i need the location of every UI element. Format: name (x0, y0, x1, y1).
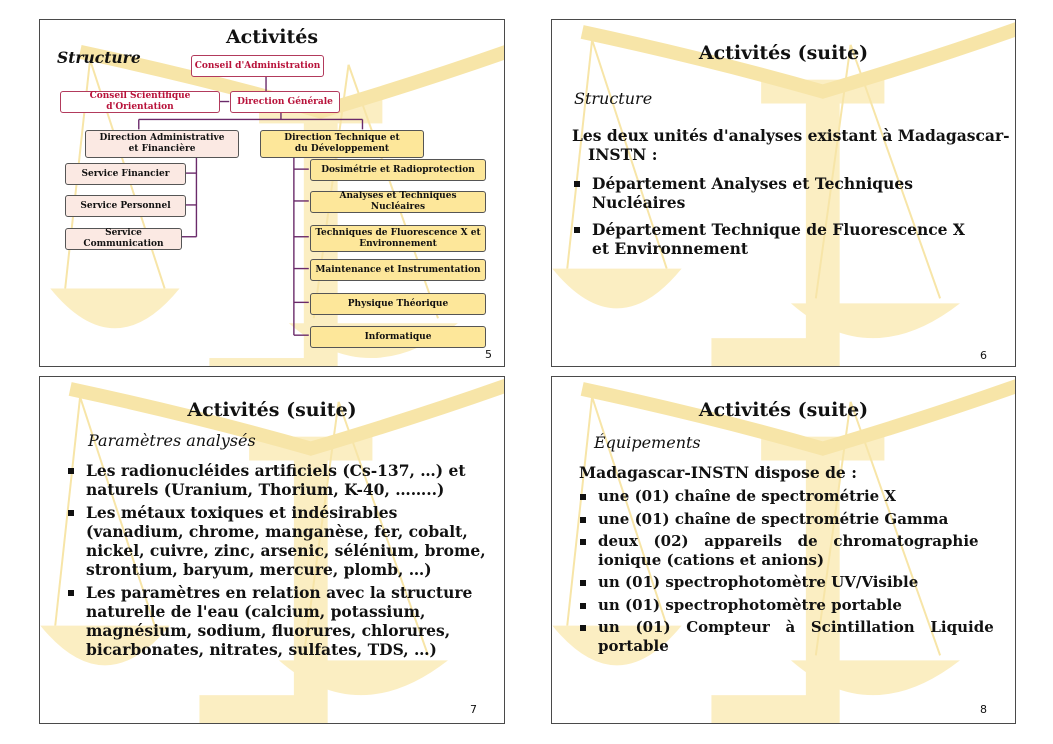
page-number: 8 (980, 703, 987, 716)
org-box-label: du Développement (294, 144, 390, 154)
slide-subtitle: Structure (574, 89, 653, 108)
list-item (64, 503, 504, 579)
org-box-fluorescence-x (310, 225, 486, 252)
list-item-line: portable (598, 636, 669, 655)
list-item-line: strontium, baryum, mercure, plomb, …) (86, 560, 432, 579)
org-box-label: Conseil d'Administration (194, 60, 321, 71)
org-box-physique-theorique (310, 293, 486, 315)
page-number: 5 (485, 348, 492, 361)
org-box-label: Informatique (364, 331, 432, 342)
org-box-label: Service Communication (83, 228, 164, 249)
list-item-line: Département Analyses et Techniques (592, 174, 913, 193)
slide-title: Activités (suite) (698, 399, 869, 421)
list-item-line: naturelle de l'eau (calcium, potassium, (86, 602, 426, 621)
intro-line: Les deux unités d'analyses existant à Madagascar- (572, 126, 1010, 145)
org-box-label: et Financière (128, 144, 196, 154)
slide-subtitle: Équipements (594, 433, 701, 452)
bullet-list (576, 487, 994, 655)
list-item (570, 220, 1010, 258)
list-item (576, 618, 994, 655)
slide-title: Activités (suite) (187, 399, 357, 421)
bullet-square-icon (68, 590, 74, 596)
org-box-label: Techniques de Fluorescence X et (315, 227, 481, 238)
bullet-square-icon (580, 494, 586, 500)
list-item-line: une (01) chaîne de spectrométrie Gamma (598, 509, 949, 528)
list-item-line: un (01) spectrophotomètre portable (598, 595, 902, 614)
list-item-line: Département Technique de Fluorescence X (592, 220, 965, 239)
org-box-label: Analyses et Techniques Nucléaires (339, 191, 457, 212)
org-box-direction-administrative (85, 130, 239, 158)
org-box-label: Dosimétrie et Radioprotection (321, 164, 475, 175)
slide-6 (551, 19, 1016, 367)
slide-7 (39, 376, 505, 724)
org-box-analyses-nucleaires (310, 191, 486, 213)
org-box-label: Service Personnel (80, 200, 171, 211)
intro-text (572, 126, 1012, 164)
list-item-line: deux (02) appareils de chromatographie (598, 532, 979, 550)
slide-subtitle: Paramètres analysés (88, 431, 256, 450)
org-box-label: Maintenance et Instrumentation (315, 264, 481, 275)
list-item (576, 573, 987, 592)
org-box-service-communication (65, 228, 182, 250)
org-box-label: Physique Théorique (347, 298, 449, 309)
org-box-label: Direction Technique et (284, 133, 400, 143)
bullet-list (570, 174, 1010, 258)
list-item (576, 596, 987, 615)
slide-title: Activités (225, 26, 319, 48)
list-item-line: (vanadium, chrome, manganèse, fer, cobalt, (86, 522, 468, 541)
intro-text: Madagascar-INSTN dispose de : (579, 463, 857, 482)
list-item-line: ionique (cations et anions) (598, 550, 825, 569)
list-item-line: nickel, cuivre, zinc, arsenic, sélénium, brome, (86, 541, 486, 560)
slide-5 (39, 19, 505, 367)
org-box-direction-technique (260, 130, 424, 158)
list-item-line: un (01) Compteur à Scintillation Liquide (598, 618, 994, 636)
list-item-line: un (01) spectrophotomètre UV/Visible (598, 573, 919, 591)
org-box-label: Conseil Scientifique d'Orientation (89, 91, 191, 112)
bullet-square-icon (580, 580, 586, 586)
org-box-label: Service Financier (81, 168, 170, 179)
bullet-square-icon (580, 625, 586, 631)
page-number: 6 (980, 349, 987, 362)
org-box-label: Environnement (359, 238, 437, 249)
list-item-line: Les radionucléides artificiels (Cs-137, …) et (86, 461, 466, 480)
list-item-line: Les métaux toxiques et indésirables (86, 503, 398, 522)
bullet-square-icon (68, 510, 74, 516)
bullet-square-icon (580, 517, 586, 523)
org-box-maintenance (310, 259, 486, 281)
bullet-square-icon (574, 181, 580, 187)
org-box-direction-generale (230, 91, 340, 113)
org-box-conseil-scientifique (60, 91, 220, 113)
slide-title: Activités (suite) (698, 42, 869, 64)
list-item (570, 174, 1010, 212)
list-item (64, 461, 504, 499)
list-item (576, 532, 987, 569)
list-item (576, 510, 987, 529)
bullet-square-icon (580, 539, 586, 545)
org-box-label: Direction Générale (237, 96, 333, 107)
bullet-square-icon (68, 468, 74, 474)
org-box-conseil-administration (191, 55, 324, 77)
list-item (64, 583, 504, 659)
org-box-dosimetrie (310, 159, 486, 181)
org-box-label: Direction Administrative (99, 133, 225, 143)
slide-8 (551, 376, 1016, 724)
slide-subtitle: Structure (57, 48, 141, 67)
org-box-informatique (310, 326, 486, 348)
bullet-square-icon (580, 603, 586, 609)
list-item-line: Les paramètres en relation avec la structure (86, 583, 473, 602)
bullet-square-icon (574, 227, 580, 233)
list-item-line: une (01) chaîne de spectrométrie X (598, 487, 897, 505)
list-item-line: Nucléaires (592, 193, 686, 212)
org-box-service-financier (65, 163, 186, 185)
list-item-line: et Environnement (592, 239, 748, 258)
list-item-line: bicarbonates, nitrates, sulfates, TDS, …) (86, 640, 437, 659)
bullet-list (64, 461, 504, 659)
page-number: 7 (470, 703, 477, 716)
list-item-line: magnésium, sodium, fluorures, chlorures, (86, 621, 451, 640)
intro-line: INSTN : (588, 145, 658, 164)
org-box-service-personnel (65, 195, 186, 217)
list-item (576, 487, 987, 506)
list-item-line: naturels (Uranium, Thorium, K-40, ……..) (86, 480, 445, 499)
